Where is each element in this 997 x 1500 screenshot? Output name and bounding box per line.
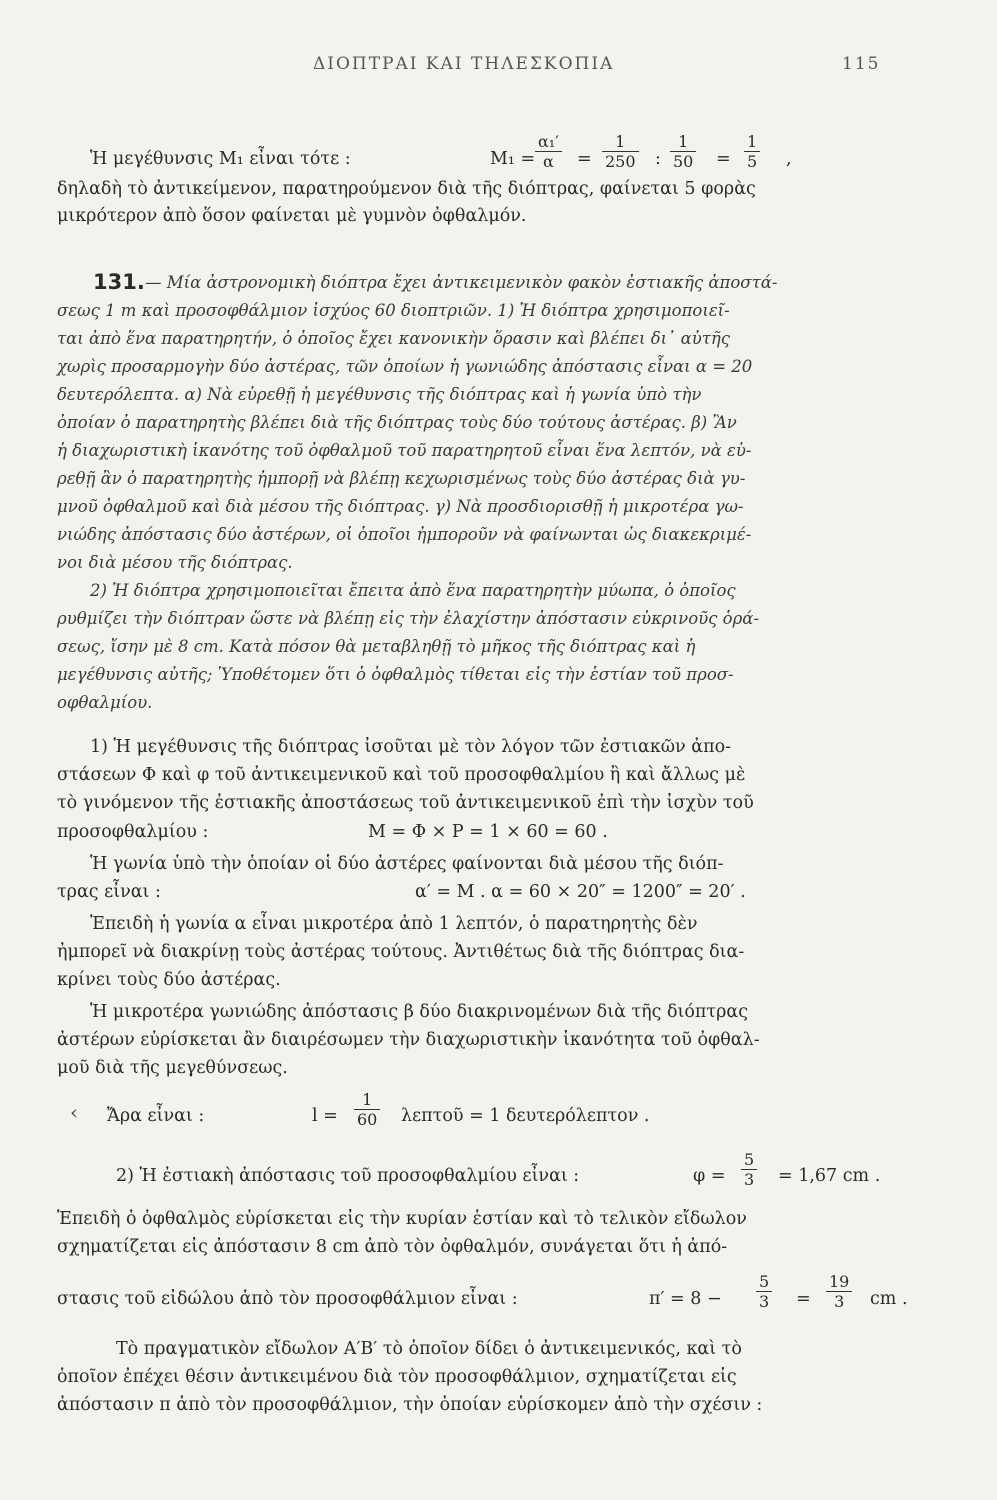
ara-fraction-num: 1 xyxy=(354,1090,380,1110)
fraction-b-num: 1 xyxy=(602,132,639,152)
formula-magnification: M = Φ × P = 1 × 60 = 60 . xyxy=(368,822,608,842)
formula-angle: α′ = M . α = 60 × 20″ = 1200″ = 20′ . xyxy=(415,882,746,902)
problem-line: μεγέθυνσις αὐτῆς; Ὑποθέτομεν ὅτι ὁ ὀφθαλμὸς τίθεται εἰς τὴν ἑστίαν τοῦ προσ- xyxy=(57,665,734,684)
fraction-c-num: 1 xyxy=(670,132,696,152)
pi-fraction-1-den: 3 xyxy=(759,1292,770,1311)
phi-fraction-num: 5 xyxy=(741,1150,757,1170)
margin-mark: ‹ xyxy=(70,1100,78,1124)
page-number: 115 xyxy=(842,54,881,74)
problem-line: — Μία ἀστρονομικὴ διόπτρα ἔχει ἀντικειμενικὸν φακὸν ἐστιακῆς ἀποστά- xyxy=(145,273,778,292)
formula-m1-lhs: M₁ = xyxy=(490,149,536,169)
problem-line: χωρὶς προσαρμογὴν δύο ἀστέρας, τῶν ὁποίων ἡ γωνιώδης ἀπόστασις εἶναι α = 20 xyxy=(57,357,753,376)
solution-line: ἀστέρων εὑρίσκεται ἂν διαιρέσωμεν τὴν διαχωριστικὴν ἱκανότητα τοῦ ὀφθαλ- xyxy=(57,1030,760,1050)
fraction-d-num: 1 xyxy=(744,132,760,152)
intro-line-1: Ἡ μεγέθυνσις M₁ εἶναι τότε : xyxy=(90,149,351,169)
solution-line: Ἐπειδὴ ἡ γωνία α εἶναι μικροτέρα ἀπὸ 1 λεπτόν, ὁ παρατηρητὴς δὲν xyxy=(90,914,698,934)
problem-line: οφθαλμίου. xyxy=(57,693,153,712)
solution-line: ἀπόστασιν π ἀπὸ τὸν προσοφθάλμιον, τὴν ὁποίαν εὑρίσκομεν ἀπὸ τὴν σχέσιν : xyxy=(57,1395,763,1415)
problem-line: ται ἀπὸ ἕνα παρατηρητήν, ὁ ὁποῖος ἔχει κανονικὴν ὅρασιν καὶ βλέπει δι᾽ αὐτῆς xyxy=(57,329,731,348)
phi-fraction xyxy=(741,1150,757,1189)
problem-line: μνοῦ ὀφθαλμοῦ καὶ διὰ μέσου τῆς διόπτρας. γ) Νὰ προσδιορισθῇ ἡ μικροτέρα γω- xyxy=(57,497,744,516)
solution-line: ὁποῖον ἐπέχει θέσιν ἀντικειμένου διὰ τὸν προσοφθάλμιον, σχηματίζεται εἰς xyxy=(57,1367,737,1387)
fraction-a xyxy=(535,132,562,171)
fraction-d-den: 5 xyxy=(747,152,758,171)
pi-lhs: π′ = 8 − xyxy=(649,1289,722,1309)
solution-line: στασις τοῦ εἰδώλου ἀπὸ τὸν προσοφθάλμιον εἶναι : xyxy=(57,1289,518,1309)
pi-unit: cm . xyxy=(870,1289,908,1309)
colon: : xyxy=(655,149,661,169)
solution-line: προσοφθαλμίου : xyxy=(57,822,209,842)
solution-line: μοῦ διὰ τῆς μεγεθύνσεως. xyxy=(57,1058,288,1078)
intro-line-2: δηλαδὴ τὸ ἀντικείμενον, παρατηρούμενον διὰ τῆς διόπτρας, φαίνεται 5 φορὰς xyxy=(57,179,756,199)
solution-line: Ἡ γωνία ὑπὸ τὴν ὁποίαν οἱ δύο ἀστέρες φαίνονται διὰ μέσου τῆς διόπ- xyxy=(90,854,724,874)
problem-line: ρεθῇ ἂν ὁ παρατηρητὴς ἠμπορῇ νὰ βλέπῃ κεχωρισμένως τοὺς δύο ἀστέρας διὰ γυ- xyxy=(57,469,746,488)
problem-line: δευτερόλεπτα. α) Νὰ εὑρεθῇ ἡ μεγέθυνσις τῆς διόπτρας καὶ ἡ γωνία ὑπὸ τὴν xyxy=(57,385,702,404)
problem-line: σεως, ἴσην μὲ 8 cm. Κατὰ πόσον θὰ μεταβληθῇ τὸ μῆκος τῆς διόπτρας καὶ ἡ xyxy=(57,637,696,656)
fraction-b-den: 250 xyxy=(605,152,636,171)
solution-line: Ἐπειδὴ ὁ ὀφθαλμὸς εὑρίσκεται εἰς τὴν κυρίαν ἑστίαν καὶ τὸ τελικὸν εἴδωλον xyxy=(57,1209,747,1229)
intro-line-3: μικρότερον ἀπὸ ὅσον φαίνεται μὲ γυμνὸν ὀφθαλμόν. xyxy=(57,206,527,226)
solution-line: ἠμπορεῖ νὰ διακρίνῃ τοὺς ἀστέρας τούτους. Ἀντιθέτως διὰ τῆς διόπτρας δια- xyxy=(57,942,745,962)
fraction-c xyxy=(670,132,696,171)
solution-line: τρας εἶναι : xyxy=(57,882,161,902)
phi-fraction-den: 3 xyxy=(744,1170,755,1189)
fraction-b xyxy=(602,132,639,171)
phi-rhs: = 1,67 cm . xyxy=(778,1166,881,1186)
solution-line: Τὸ πραγματικὸν εἴδωλον A′B′ τὸ ὁποῖον δίδει ὁ ἀντικειμενικός, καὶ τὸ xyxy=(116,1339,742,1359)
pi-equals: = xyxy=(796,1289,811,1309)
fraction-c-den: 50 xyxy=(673,152,694,171)
ara-rhs: λεπτοῦ = 1 δευτερόλεπτον . xyxy=(401,1106,650,1126)
ara-fraction-den: 60 xyxy=(357,1110,378,1129)
fraction-a-den: α xyxy=(543,152,554,171)
solution-line: κρίνει τοὺς δύο ἀστέρας. xyxy=(57,970,281,990)
problem-line: ἡ διαχωριστικὴ ἱκανότης τοῦ ὀφθαλμοῦ τοῦ παρατηρητοῦ εἶναι ἕνα λεπτόν, νὰ εὑ- xyxy=(57,441,752,460)
problem-line: νοι διὰ μέσου τῆς διόπτρας. xyxy=(57,553,293,572)
comma: , xyxy=(786,149,792,169)
solution-line: σχηματίζεται εἰς ἀπόστασιν 8 cm ἀπὸ τὸν ὀφθαλμόν, συνάγεται ὅτι ἡ ἀπό- xyxy=(57,1237,728,1257)
ara-label: Ἄρα εἶναι : xyxy=(107,1106,205,1126)
running-head: ΔΙΟΠΤΡΑΙ ΚΑΙ ΤΗΛΕΣΚΟΠΙΑ xyxy=(313,54,615,74)
solution-line: τὸ γινόμενον τῆς ἐστιακῆς ἀποστάσεως τοῦ ἀντικειμενικοῦ ἐπὶ τὴν ἰσχὺν τοῦ xyxy=(57,793,754,813)
equals-2: = xyxy=(716,149,731,169)
pi-fraction-1-num: 5 xyxy=(756,1272,772,1292)
solution-line: 1) Ἡ μεγέθυνσις τῆς διόπτρας ἰσοῦται μὲ τὸν λόγον τῶν ἐστιακῶν ἀπο- xyxy=(90,737,732,757)
ara-lhs: l = xyxy=(312,1106,338,1126)
pi-fraction-1 xyxy=(756,1272,772,1311)
fraction-a-num: α₁′ xyxy=(535,132,562,152)
pi-fraction-2-den: 3 xyxy=(834,1292,845,1311)
solution-line: στάσεων Φ καὶ φ τοῦ ἀντικειμενικοῦ καὶ τοῦ προσοφθαλμίου ἢ καὶ ἄλλως μὲ xyxy=(57,765,746,785)
problem-line: ρυθμίζει τὴν διόπτραν ὥστε νὰ βλέπῃ εἰς τὴν ἐλαχίστην ἀπόστασιν εὐκρινοῦς ὁρά- xyxy=(57,609,760,628)
problem-line: σεως 1 m καὶ προσοφθάλμιον ἰσχύος 60 διοπτριῶν. 1) Ἡ διόπτρα χρησιμοποιεῖ- xyxy=(57,301,730,320)
problem-line: 2) Ἡ διόπτρα χρησιμοποιεῖται ἔπειτα ἀπὸ ἕνα παρατηρητὴν μύωπα, ὁ ὁποῖος xyxy=(90,581,736,600)
problem-line: ὁποίαν ὁ παρατηρητὴς βλέπει διὰ τῆς διόπτρας τοὺς δύο τούτους ἀστέρας. β) Ἂν xyxy=(57,413,737,432)
ara-fraction xyxy=(354,1090,380,1129)
problem-number: 131. xyxy=(93,270,145,294)
equals-1: = xyxy=(577,149,592,169)
phi-lhs: φ = xyxy=(693,1166,726,1186)
solution-line: 2) Ἡ ἐστιακὴ ἀπόστασις τοῦ προσοφθαλμίου εἶναι : xyxy=(116,1166,580,1186)
pi-fraction-2 xyxy=(826,1272,852,1311)
pi-fraction-2-num: 19 xyxy=(826,1272,852,1292)
fraction-d xyxy=(744,132,760,171)
solution-line: Ἡ μικροτέρα γωνιώδης ἀπόστασις β δύο διακρινομένων διὰ τῆς διόπτρας xyxy=(90,1002,749,1022)
problem-line: νιώδης ἀπόστασις δύο ἀστέρων, οἱ ὁποῖοι ἠμποροῦν νὰ φαίνωνται ὡς διακεκριμέ- xyxy=(57,525,752,544)
